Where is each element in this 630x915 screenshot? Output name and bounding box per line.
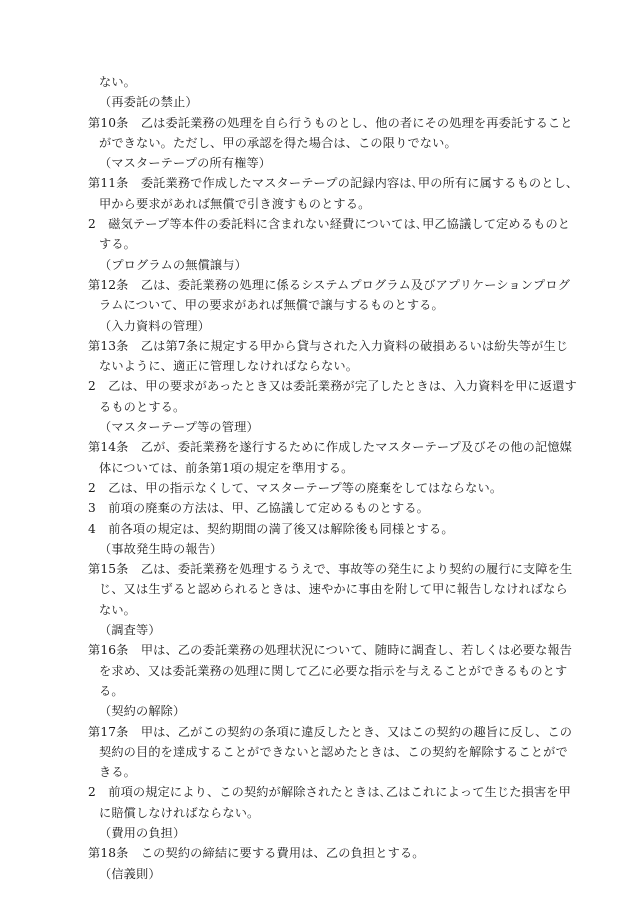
article-line: 第12条 乙は、委託業務の処理に係るシステムプログラム及びアプリケーションプログ xyxy=(88,277,571,292)
continuation-line: ない。 xyxy=(99,602,137,617)
article-line: 第15条 乙は、委託業務を処理するうえで、事故等の発生により契約の履行に支障を生 xyxy=(88,562,573,577)
article-line: 第11条 委託業務で作成したマスターテープの記録内容は､甲の所有に属するものとし、 xyxy=(88,176,579,191)
article-heading: （再委託の禁止） xyxy=(99,95,198,110)
continuation-line: じ、又は生ずると認められるときは、速やかに事由を附して甲に報告しなければなら xyxy=(99,582,568,597)
article-line: 第10条 乙は委託業務の処理を自ら行うものとし、他の者にその処理を再委託すること xyxy=(88,115,573,130)
article-line: 第17条 甲は、乙がこの契約の条項に違反したとき、又はこの契約の趣旨に反し、この xyxy=(88,724,573,739)
continuation-line: 甲から要求があれば無償で引き渡すものとする。 xyxy=(99,196,371,211)
continuation-line: に賠償しなければならない。 xyxy=(99,805,260,820)
article-line: 第18条 この契約の締結に要する費用は、乙の負担とする。 xyxy=(88,846,425,861)
article-line: 第14条 乙が、委託業務を遂行するために作成したマスターテープ及びその他の記憶媒 xyxy=(88,440,573,455)
clause-line: 2 磁気テープ等本件の委託料に含まれない経費については､甲乙協議して定めるものと xyxy=(88,217,571,232)
article-heading: （事故発生時の報告） xyxy=(99,541,223,556)
clause-line: 2 乙は、甲の要求があったとき又は委託業務が完了したときは、入力資料を甲に返還す xyxy=(88,379,577,394)
article-heading: （マスターテープ等の管理） xyxy=(99,420,259,435)
article-heading: （調査等） xyxy=(99,623,161,638)
continuation-line: する。 xyxy=(99,237,137,252)
article-heading: （信義則） xyxy=(99,866,161,881)
article-line: 第13条 乙は第7条に規定する甲から貸与された入力資料の破損あるいは紛失等が生じ xyxy=(88,338,569,353)
clause-line: 2 前項の規定により、この契約が解除されたときは､乙はこれによって生じた損害を甲 xyxy=(88,785,571,800)
article-heading: （プログラムの無償譲与） xyxy=(99,257,247,272)
clause-line: 4 前各項の規定は、契約期間の満了後又は解除後も同様とする。 xyxy=(88,521,454,536)
clause-line: 2 乙は、甲の指示なくして、マスターテープ等の廃棄をしてはならない。 xyxy=(88,480,503,495)
clause-line: 3 前項の廃棄の方法は、甲、乙協議して定めるものとする。 xyxy=(88,501,430,516)
article-heading: （費用の負担） xyxy=(99,825,186,840)
article-line: 第16条 甲は、乙の委託業務の処理状況について、随時に調査し、若しくは必要な報告 xyxy=(88,643,573,658)
continuation-line: を求め、又は委託業務の処理に関して乙に必要な指示を与えることができるものとす xyxy=(99,663,568,678)
continuation-line: 体については、前条第1項の規定を準用する。 xyxy=(99,460,354,475)
continuation-line: ができない。ただし、甲の承認を得た場合は、この限りでない。 xyxy=(99,135,457,150)
continuation-line: 契約の目的を達成することができないと認めたときは、この契約を解除することがで xyxy=(99,744,568,759)
article-heading: （入力資料の管理） xyxy=(99,318,211,333)
article-heading: （契約の解除） xyxy=(99,704,186,719)
continuation-line: ないように、適正に管理しなければならない。 xyxy=(99,359,359,374)
continuation-line: るものとする。 xyxy=(99,399,186,414)
document-body xyxy=(88,72,579,884)
article-heading: （マスターテープの所有権等） xyxy=(99,156,272,171)
continuation-line: きる。 xyxy=(99,765,137,780)
continuation-line: ない。 xyxy=(99,75,137,89)
continuation-line: る。 xyxy=(99,683,124,698)
continuation-line: ラムについて、甲の要求があれば無償で譲与するものとする。 xyxy=(99,298,444,313)
